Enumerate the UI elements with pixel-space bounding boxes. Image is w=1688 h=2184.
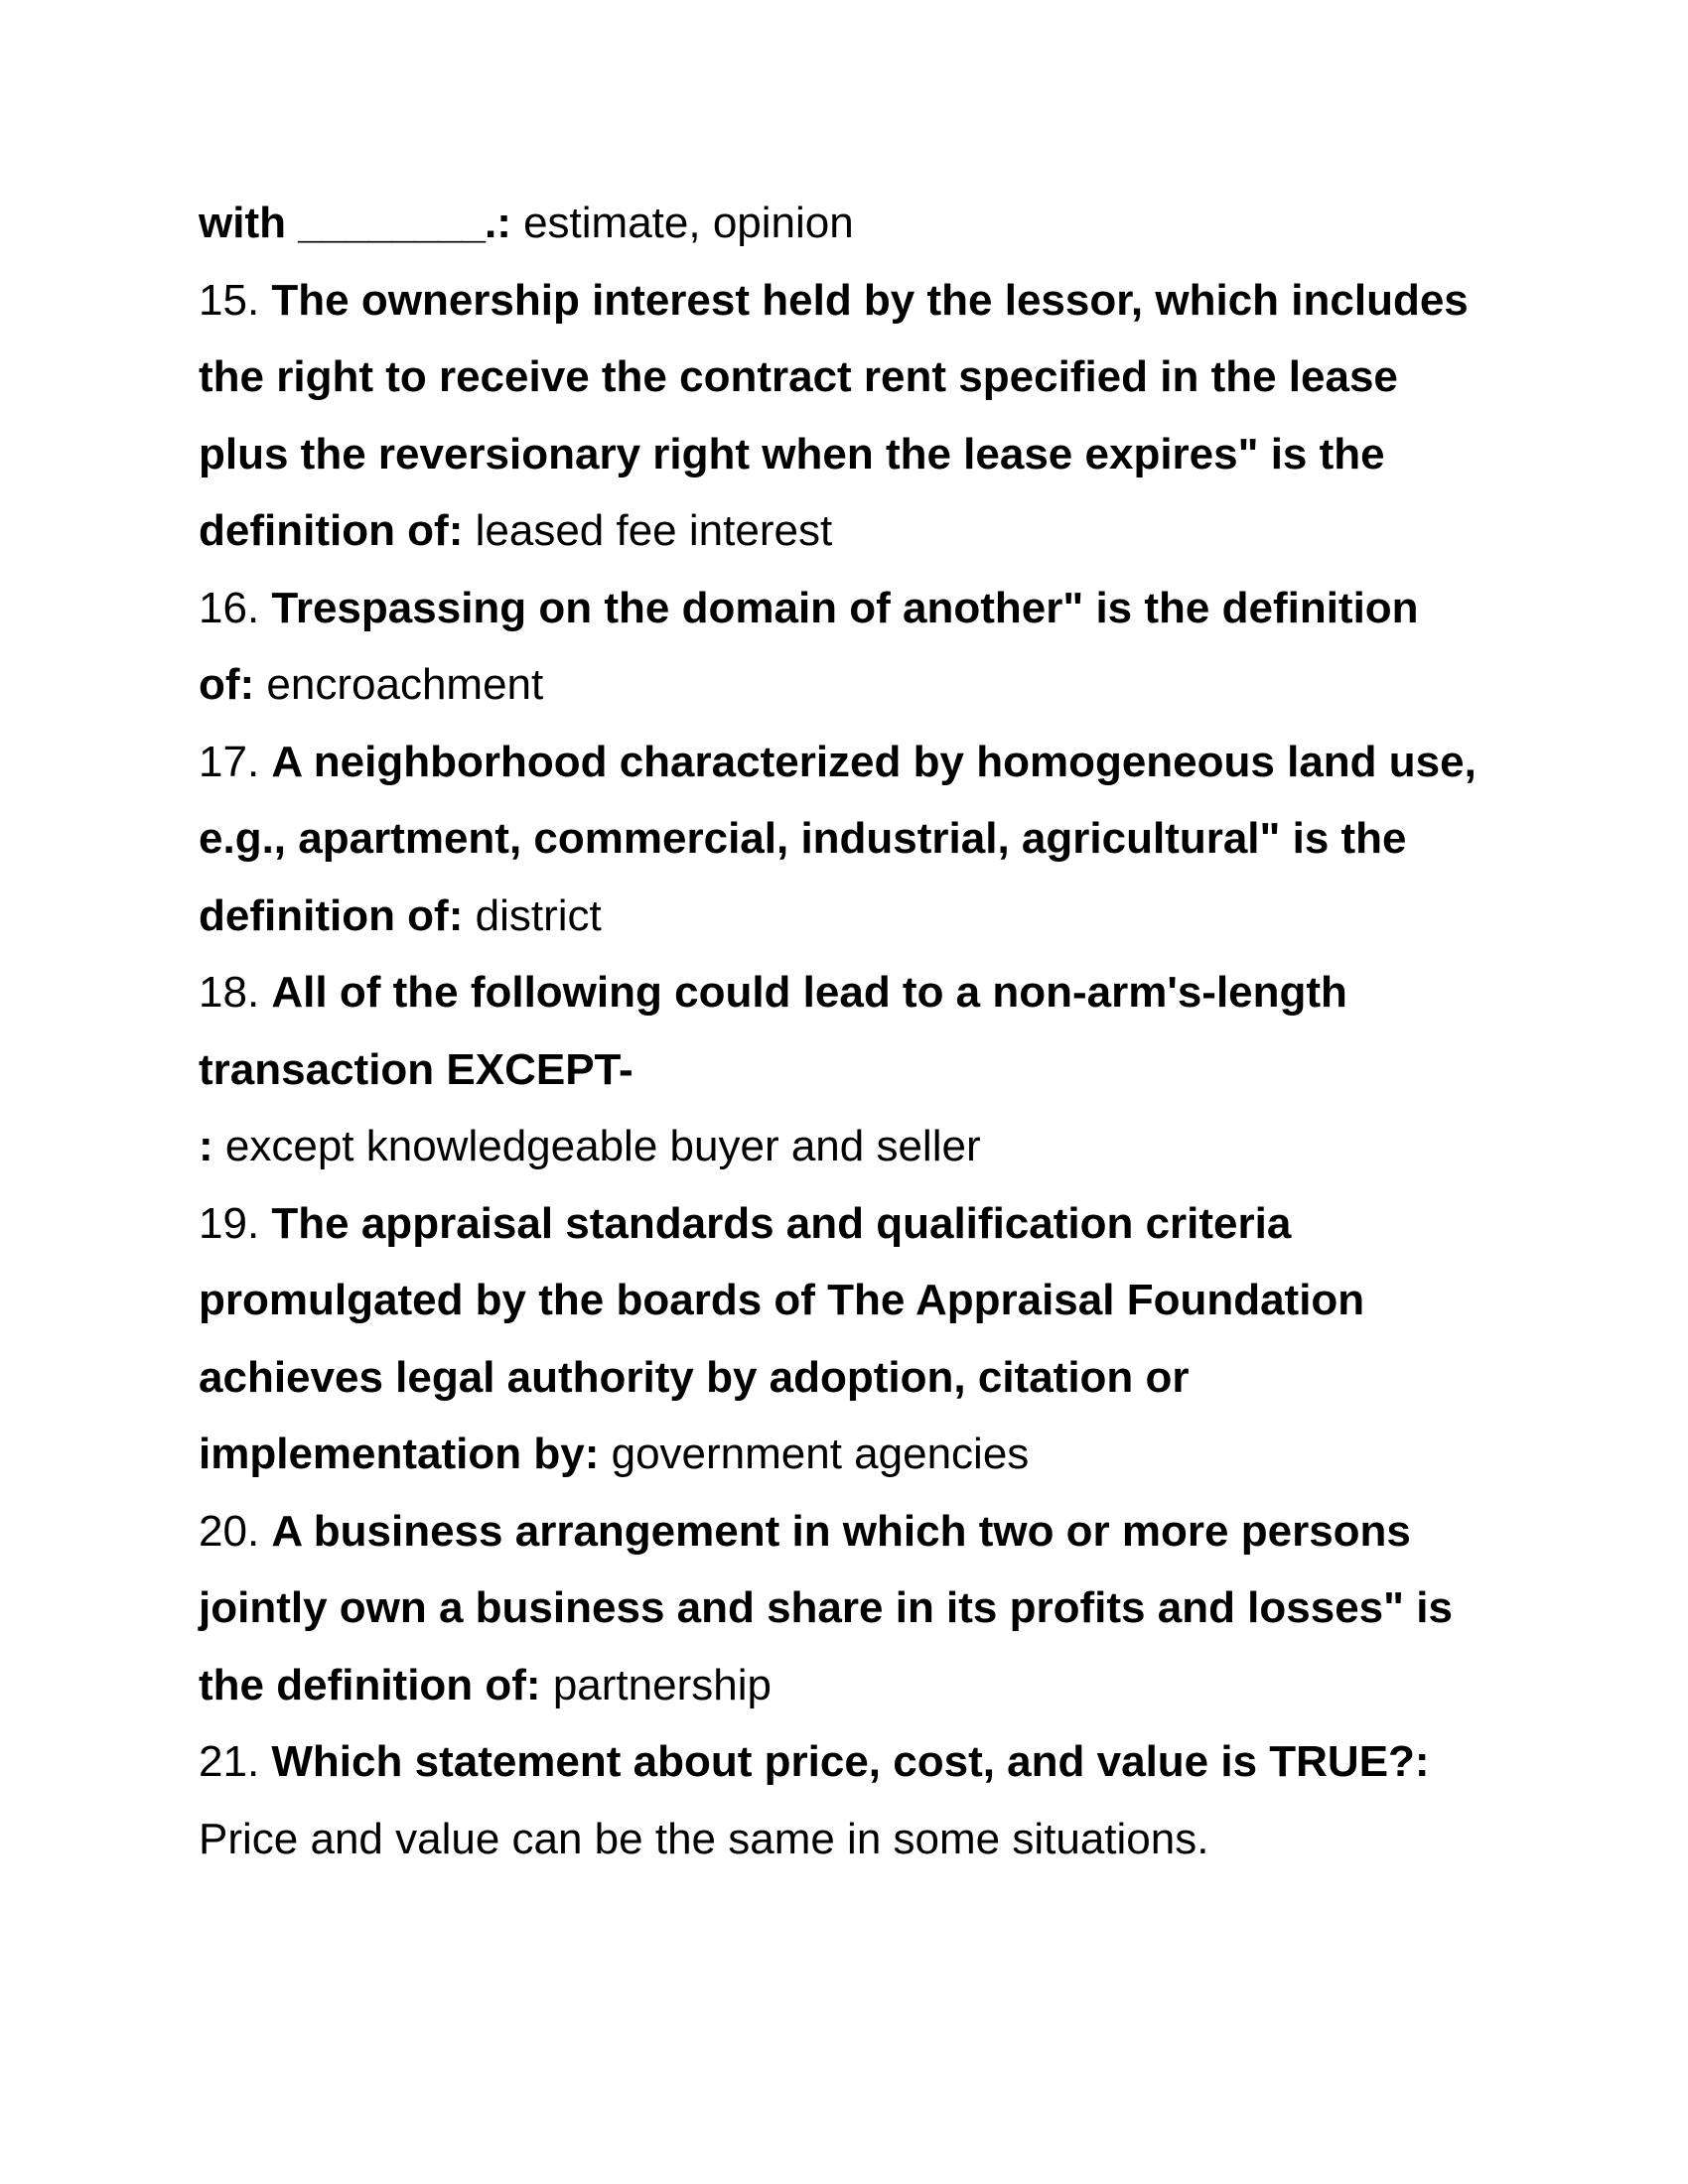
item-number: 20. — [199, 1506, 272, 1556]
answer-text: encroachment — [254, 660, 544, 709]
text-line — [199, 1108, 1489, 1185]
question-text: transaction EXCEPT- — [199, 1044, 633, 1094]
question-text: The ownership interest held by the lessor, which includes — [271, 275, 1469, 325]
text-line — [199, 416, 1489, 493]
text-line — [199, 800, 1489, 878]
question-text: of: — [199, 660, 255, 709]
text-line — [199, 570, 1489, 647]
text-line — [199, 492, 1489, 570]
item-number: 16. — [199, 583, 272, 632]
answer-text: partnership — [540, 1660, 772, 1709]
item-number: 17. — [199, 737, 272, 786]
answer-text: Price and value can be the same in some situations. — [199, 1814, 1209, 1863]
text-line — [199, 1723, 1489, 1801]
question-text: definition of: — [199, 890, 464, 940]
question-text: definition of: — [199, 506, 464, 555]
document-lines — [199, 185, 1489, 1877]
answer-text: government agencies — [599, 1430, 1030, 1478]
text-line — [199, 1339, 1489, 1417]
question-text: implementation by: — [199, 1430, 600, 1478]
item-number: 18. — [199, 968, 272, 1017]
question-text: the definition of: — [199, 1660, 541, 1709]
answer-text: district — [463, 890, 602, 940]
question-text: A business arrangement in which two or more persons — [271, 1506, 1411, 1556]
answer-text: leased fee interest — [463, 506, 833, 555]
question-text: The appraisal standards and qualification criteria — [271, 1198, 1292, 1248]
text-line — [199, 1262, 1489, 1339]
question-text: with — [199, 199, 299, 247]
question-text: All of the following could lead to a non-arm's-length — [271, 968, 1347, 1017]
question-text: promulgated by the boards of The Appraisal Foundation — [199, 1276, 1365, 1324]
text-line — [199, 339, 1489, 416]
question-text: achieves legal authority by adoption, citation or — [199, 1352, 1190, 1402]
text-line — [199, 646, 1489, 724]
text-line — [199, 1416, 1489, 1493]
text-line — [199, 1493, 1489, 1570]
item-number: 15. — [199, 275, 272, 325]
item-number: 21. — [199, 1737, 272, 1786]
text-line — [199, 1570, 1489, 1647]
text-line — [199, 262, 1489, 340]
item-number: 19. — [199, 1198, 272, 1248]
question-text: jointly own a business and share in its profits and losses" is — [199, 1583, 1453, 1632]
answer-text: estimate, opinion — [510, 199, 854, 247]
question-text: .: — [484, 199, 511, 247]
text-line — [199, 185, 1489, 262]
text-line — [199, 724, 1489, 801]
question-text: : — [199, 1122, 213, 1170]
answer-text: except knowledgeable buyer and seller — [212, 1122, 981, 1170]
question-text: the right to receive the contract rent specified in the lease — [199, 352, 1398, 401]
question-text: Which statement about price, cost, and value is TRUE?: — [271, 1737, 1430, 1786]
question-text: e.g., apartment, commercial, industrial, agricultural" is the — [199, 814, 1407, 863]
fill-in-blank: ________ — [298, 199, 485, 247]
text-line — [199, 1647, 1489, 1724]
question-text: Trespassing on the domain of another" is the definition — [271, 583, 1419, 632]
text-line — [199, 954, 1489, 1031]
text-line — [199, 1185, 1489, 1263]
question-text: A neighborhood characterized by homogeneous land use, — [271, 737, 1477, 786]
text-line — [199, 878, 1489, 955]
text-line — [199, 1031, 1489, 1109]
question-text: plus the reversionary right when the lease expires" is the — [199, 429, 1385, 478]
text-line — [199, 1801, 1489, 1878]
